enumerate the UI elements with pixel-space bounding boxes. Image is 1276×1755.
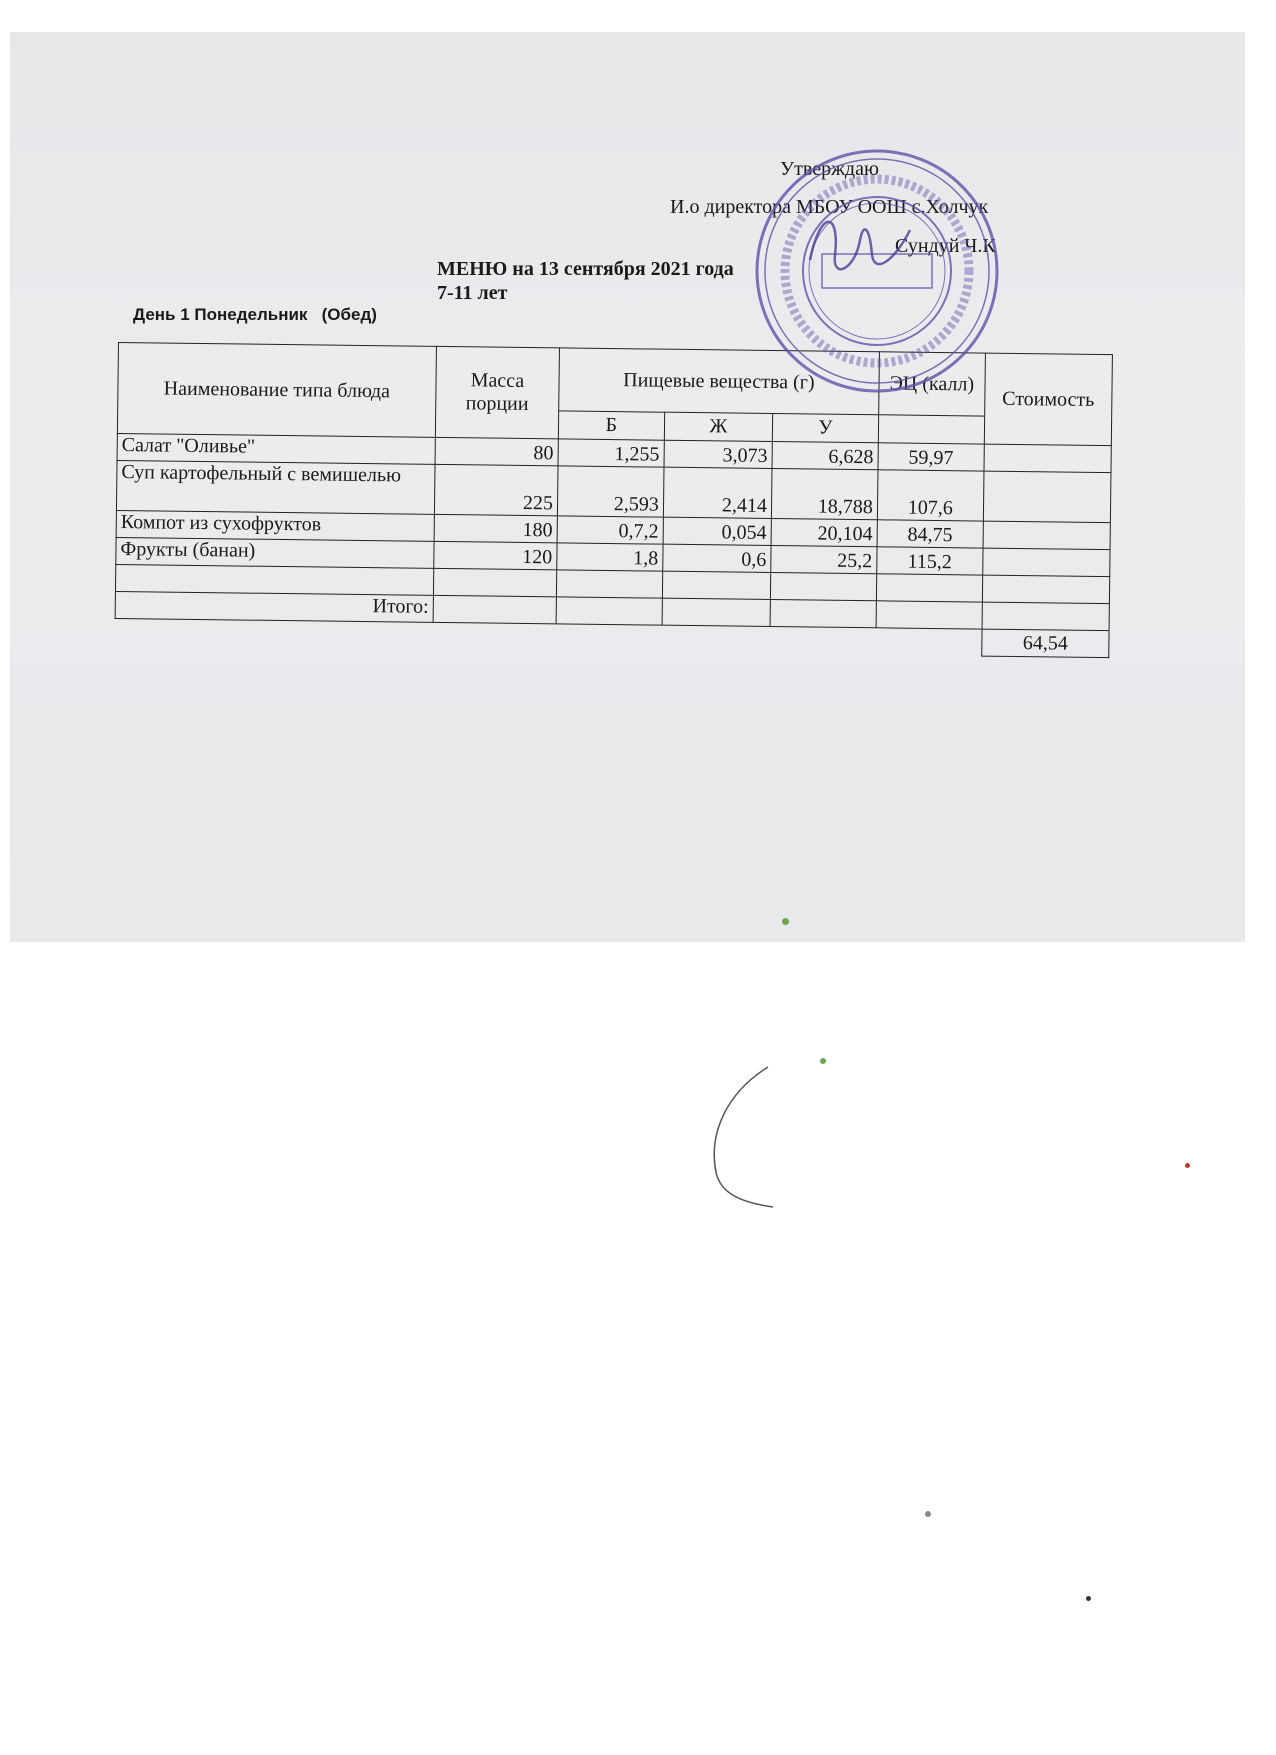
- dish-carbs: 20,104: [771, 518, 877, 546]
- dish-name: Суп картофельный с вемишелью: [116, 460, 434, 514]
- dish-carbs: 18,788: [771, 468, 878, 519]
- dish-name: Фрукты (банан): [116, 537, 434, 568]
- header-mass: Масса порции: [435, 346, 559, 438]
- dish-fat: 2,414: [663, 467, 772, 518]
- speck-icon: [820, 1058, 826, 1064]
- approval-line-1: Утверждаю: [780, 158, 879, 180]
- speck-icon: [1185, 1163, 1190, 1168]
- header-carbs: У: [772, 414, 878, 443]
- speck-icon: [925, 1511, 931, 1517]
- dish-carbs: 6,628: [772, 441, 878, 469]
- dish-cost: [983, 471, 1111, 523]
- dish-protein: 2,593: [557, 466, 664, 517]
- approval-line-3: Сундуй Ч.К: [895, 235, 996, 257]
- dish-energy: 107,6: [877, 470, 984, 521]
- header-cost: Стоимость: [984, 353, 1112, 446]
- header-fat: Ж: [664, 412, 772, 441]
- day-label: День 1 Понедельник (Обед): [133, 305, 377, 324]
- speck-icon: [1086, 1596, 1091, 1601]
- dish-mass: 120: [434, 541, 557, 569]
- dish-cost: [983, 548, 1111, 577]
- dish-fat: 0,054: [663, 517, 771, 545]
- dish-cost: [983, 521, 1111, 550]
- dish-cost: [984, 444, 1112, 473]
- dish-protein: 1,255: [558, 439, 664, 467]
- header-energy: ЭЦ (калл): [879, 352, 986, 416]
- header-nutrients: Пищевые вещества (г): [559, 348, 880, 415]
- dish-mass: 180: [434, 514, 557, 542]
- total-cost: 64,54: [982, 629, 1110, 658]
- total-label: Итого:: [115, 591, 433, 622]
- dish-name: Компот из сухофруктов: [116, 510, 434, 541]
- speck-icon: [782, 918, 789, 925]
- approval-line-2: И.о директора МБОУ ООШ с.Холчук: [670, 196, 989, 218]
- header-protein: Б: [558, 411, 664, 440]
- dish-mass: 80: [435, 437, 558, 465]
- dish-name: Салат "Оливье": [117, 433, 435, 464]
- dish-mass: 225: [434, 464, 558, 515]
- dish-energy: 115,2: [877, 547, 983, 575]
- dish-protein: 1,8: [557, 543, 663, 571]
- dish-energy: 59,97: [878, 443, 984, 471]
- dish-carbs: 25,2: [771, 545, 877, 573]
- dish-fat: 0,6: [663, 544, 771, 572]
- signature-icon: [800, 200, 920, 290]
- header-name: Наименование типа блюда: [117, 343, 436, 438]
- menu-title: МЕНЮ на 13 сентября 2021 года: [437, 258, 734, 280]
- pen-mark-icon: [708, 1062, 778, 1212]
- dish-energy: 84,75: [877, 520, 983, 548]
- header-energy-sub: [878, 415, 984, 444]
- age-group: 7-11 лет: [437, 282, 508, 304]
- dish-protein: 0,7,2: [557, 516, 663, 544]
- dish-fat: 3,073: [664, 440, 772, 468]
